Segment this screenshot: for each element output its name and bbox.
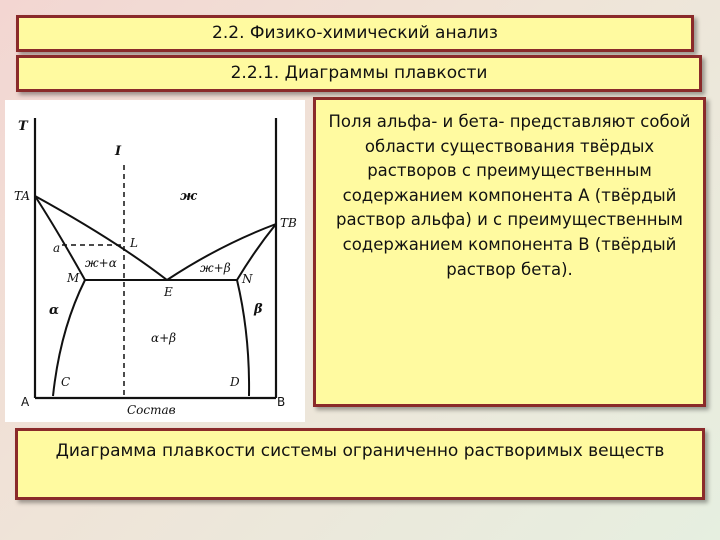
melting-diagram bbox=[5, 100, 305, 422]
subsection-title: 2.2.1. Диаграммы плавкости bbox=[16, 55, 702, 92]
point-m-label: M bbox=[67, 271, 80, 285]
point-d-label: D bbox=[230, 375, 240, 389]
point-e-label: E bbox=[164, 285, 173, 299]
axis-x-label: Состав bbox=[127, 403, 176, 417]
component-a-label: A bbox=[21, 395, 30, 409]
region-alpha-beta-label: α+β bbox=[151, 331, 177, 345]
region-liquid-label: ж bbox=[180, 189, 197, 204]
point-tb-label: TB bbox=[280, 216, 297, 230]
point-ta-label: TA bbox=[14, 189, 31, 203]
point-l-label: L bbox=[130, 236, 138, 250]
component-b-label: B bbox=[277, 395, 286, 409]
section-title: 2.2. Физико-химический анализ bbox=[16, 15, 694, 52]
point-c-label: C bbox=[61, 375, 71, 389]
region-alpha-label: α bbox=[49, 303, 60, 318]
region-beta-label: β bbox=[254, 302, 263, 317]
point-n-label: N bbox=[242, 272, 253, 286]
solidus-left bbox=[35, 196, 85, 280]
region-liquid-beta-label: ж+β bbox=[200, 261, 231, 275]
point-a-label: a bbox=[53, 241, 61, 255]
description-text: Поля альфа- и бета- представляют собой области существования твёрдых растворов с преимущественным содержанием компонента А (твёрдый раствор альфа) и с преимущественным содержанием компонента В (твёрдый раствор бета). bbox=[313, 97, 706, 407]
region-liquid-alpha-label: ж+α bbox=[85, 256, 117, 270]
axis-y-label: T bbox=[18, 119, 28, 134]
diagram-caption: Диаграмма плавкости системы ограниченно растворимых веществ bbox=[15, 428, 705, 500]
line-label: I bbox=[115, 144, 122, 159]
